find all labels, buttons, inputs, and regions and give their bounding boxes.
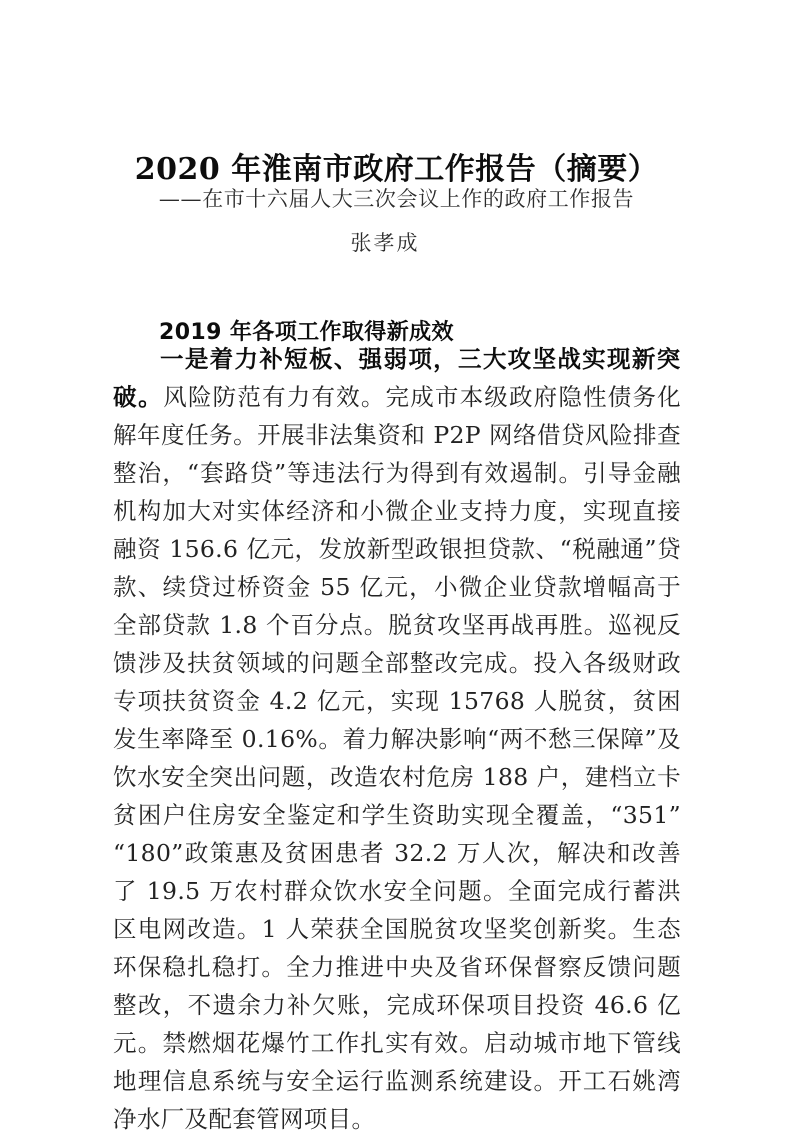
body-content: [113, 340, 681, 1138]
document-author: 张孝成: [350, 231, 420, 255]
document-subtitle: ——在市十六届人大三次会议上作的政府工作报告: [158, 187, 635, 211]
paragraph-lead-sentence: 一是着力补短板、强弱项，三大攻坚战实现新突破。: [113, 345, 681, 411]
section-heading: 2019 年各项工作取得新成效: [159, 320, 454, 346]
page-title: 2020 年淮南市政府工作报告（摘要）: [134, 152, 659, 188]
paragraph-body-text: 风险防范有力有效。完成市本级政府隐性债务化解年度任务。开展非法集资和 P2P 网络借贷风险排查整治，“套路贷”等违法行为得到有效遏制。引导金融机构加大对实体经济和小微企业支持力度，实现直接融资 156.6 亿元，发放新型政银担贷款、“税融通”贷款、续贷过桥资金 55 亿元，小微企业贷款增幅高于全部贷款 1.8 个百分点。脱贫攻坚再战再胜。巡视反馈涉及扶贫领域的问题全部整改完成。投入各级财政专项扶贫资金 4.2 亿元，实现 15768 人脱贫，贫困发生率降至 0.16%。着力解决影响“两不愁三保障”及饮水安全突出问题，改造农村危房 188 户，建档立卡贫困户住房安全鉴定和学生资助实现全覆盖，“351”“180”政策惠及贫困患者 32.2 万人次，解决和改善了 19.5 万农村群众饮水安全问题。全面完成行蓄洪区电网改造。1 人荣获全国脱贫攻坚奖创新奖。生态环保稳扎稳打。全力推进中央及省环保督察反馈问题整改，不遗余力补欠账，完成环保项目投资 46.6 亿元。禁燃烟花爆竹工作扎实有效。启动城市地下管线地理信息系统与安全运行监测系统建设。开工石姚湾净水厂及配套管网项目。: [113, 383, 681, 1133]
body-paragraph: [113, 340, 681, 1138]
